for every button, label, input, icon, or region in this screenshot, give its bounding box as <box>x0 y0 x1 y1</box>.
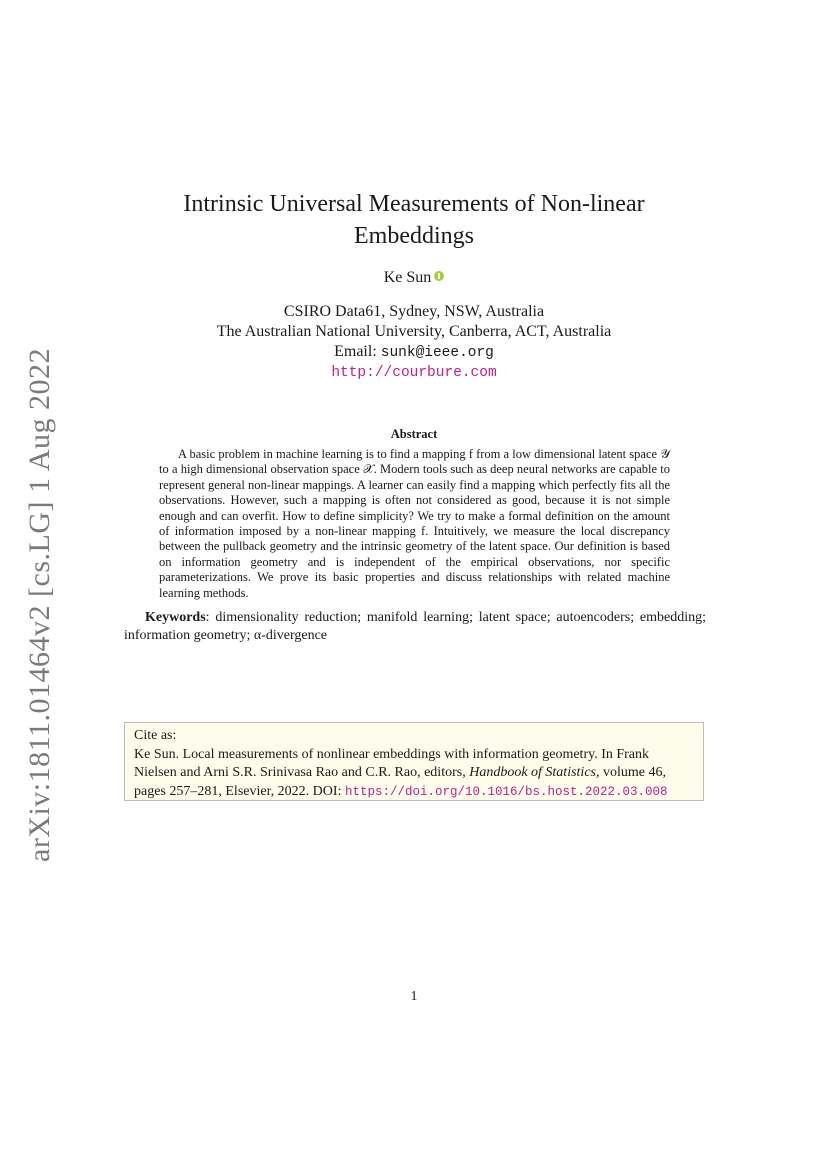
abstract-heading: Abstract <box>390 427 438 441</box>
abstract-body: A basic problem in machine learning is to find a mapping f from a low dimensional latent space 𝒴 to a high dimensional observation space 𝒳. Modern tools such as deep neural networks are capable to represent general non-linear mappings. A learner can easily find a mapping which perfectly fits all the observations. However, such a mapping is often not considered as good, because it is not simple enough and can overfit. How to define simplicity? We try to make a formal definition on the amount of information imposed by a non-linear mapping f. Intuitively, we measure the local discrepancy between the pullback geometry and the intrinsic geometry of the latent space. Our definition is based on information geometry and is independent of the empirical observations, nor specific parameterizations. We prove its basic properties and discuss relationships with related machine learning methods. <box>159 447 670 600</box>
homepage-link[interactable]: http://courbure.com <box>331 365 497 381</box>
citation-box <box>124 722 704 801</box>
page-number: 1 <box>410 989 418 1004</box>
email-line <box>150 342 678 362</box>
email-label: Email: <box>334 343 381 360</box>
citation-text-before: Ke Sun. Local measurements of nonlinear embeddings with information geometry. In Frank Nielsen and Arni S.R. Srinivasa Rao and C.R. Rao, editors, <box>134 746 650 780</box>
keywords-label: Keywords <box>145 610 206 625</box>
citation-text <box>134 746 694 802</box>
citation-venue: Handbook of Statistics <box>469 765 596 780</box>
arxiv-identifier[interactable]: arXiv:1811.01464v2 [cs.LG] 1 Aug 2022 <box>23 348 56 862</box>
homepage-line <box>150 362 678 382</box>
paper-title: Intrinsic Universal Measurements of Non-linear Embeddings <box>183 191 645 249</box>
keywords-paragraph <box>124 609 706 645</box>
email-address[interactable]: sunk@ieee.org <box>380 345 494 361</box>
keywords-list: : dimensionality reduction; manifold learning; latent space; autoencoders; embedding; information geometry; α-divergence <box>124 610 706 643</box>
citation-heading: Cite as: <box>134 728 177 743</box>
affiliation-block <box>150 302 678 382</box>
arxiv-identifier-stamp <box>20 348 60 862</box>
author-line <box>150 268 678 288</box>
citation-text-after: , volume 46, pages 257–281, Elsevier, 2022. DOI: <box>134 765 666 799</box>
orcid-icon[interactable] <box>434 271 444 281</box>
affiliation-1: CSIRO Data61, Sydney, NSW, Australia <box>283 303 545 320</box>
doi-link[interactable]: https://doi.org/10.1016/bs.host.2022.03.008 <box>344 784 668 799</box>
affiliation-2: The Australian National University, Canberra, ACT, Australia <box>216 323 612 340</box>
author-name: Ke Sun <box>383 269 432 286</box>
